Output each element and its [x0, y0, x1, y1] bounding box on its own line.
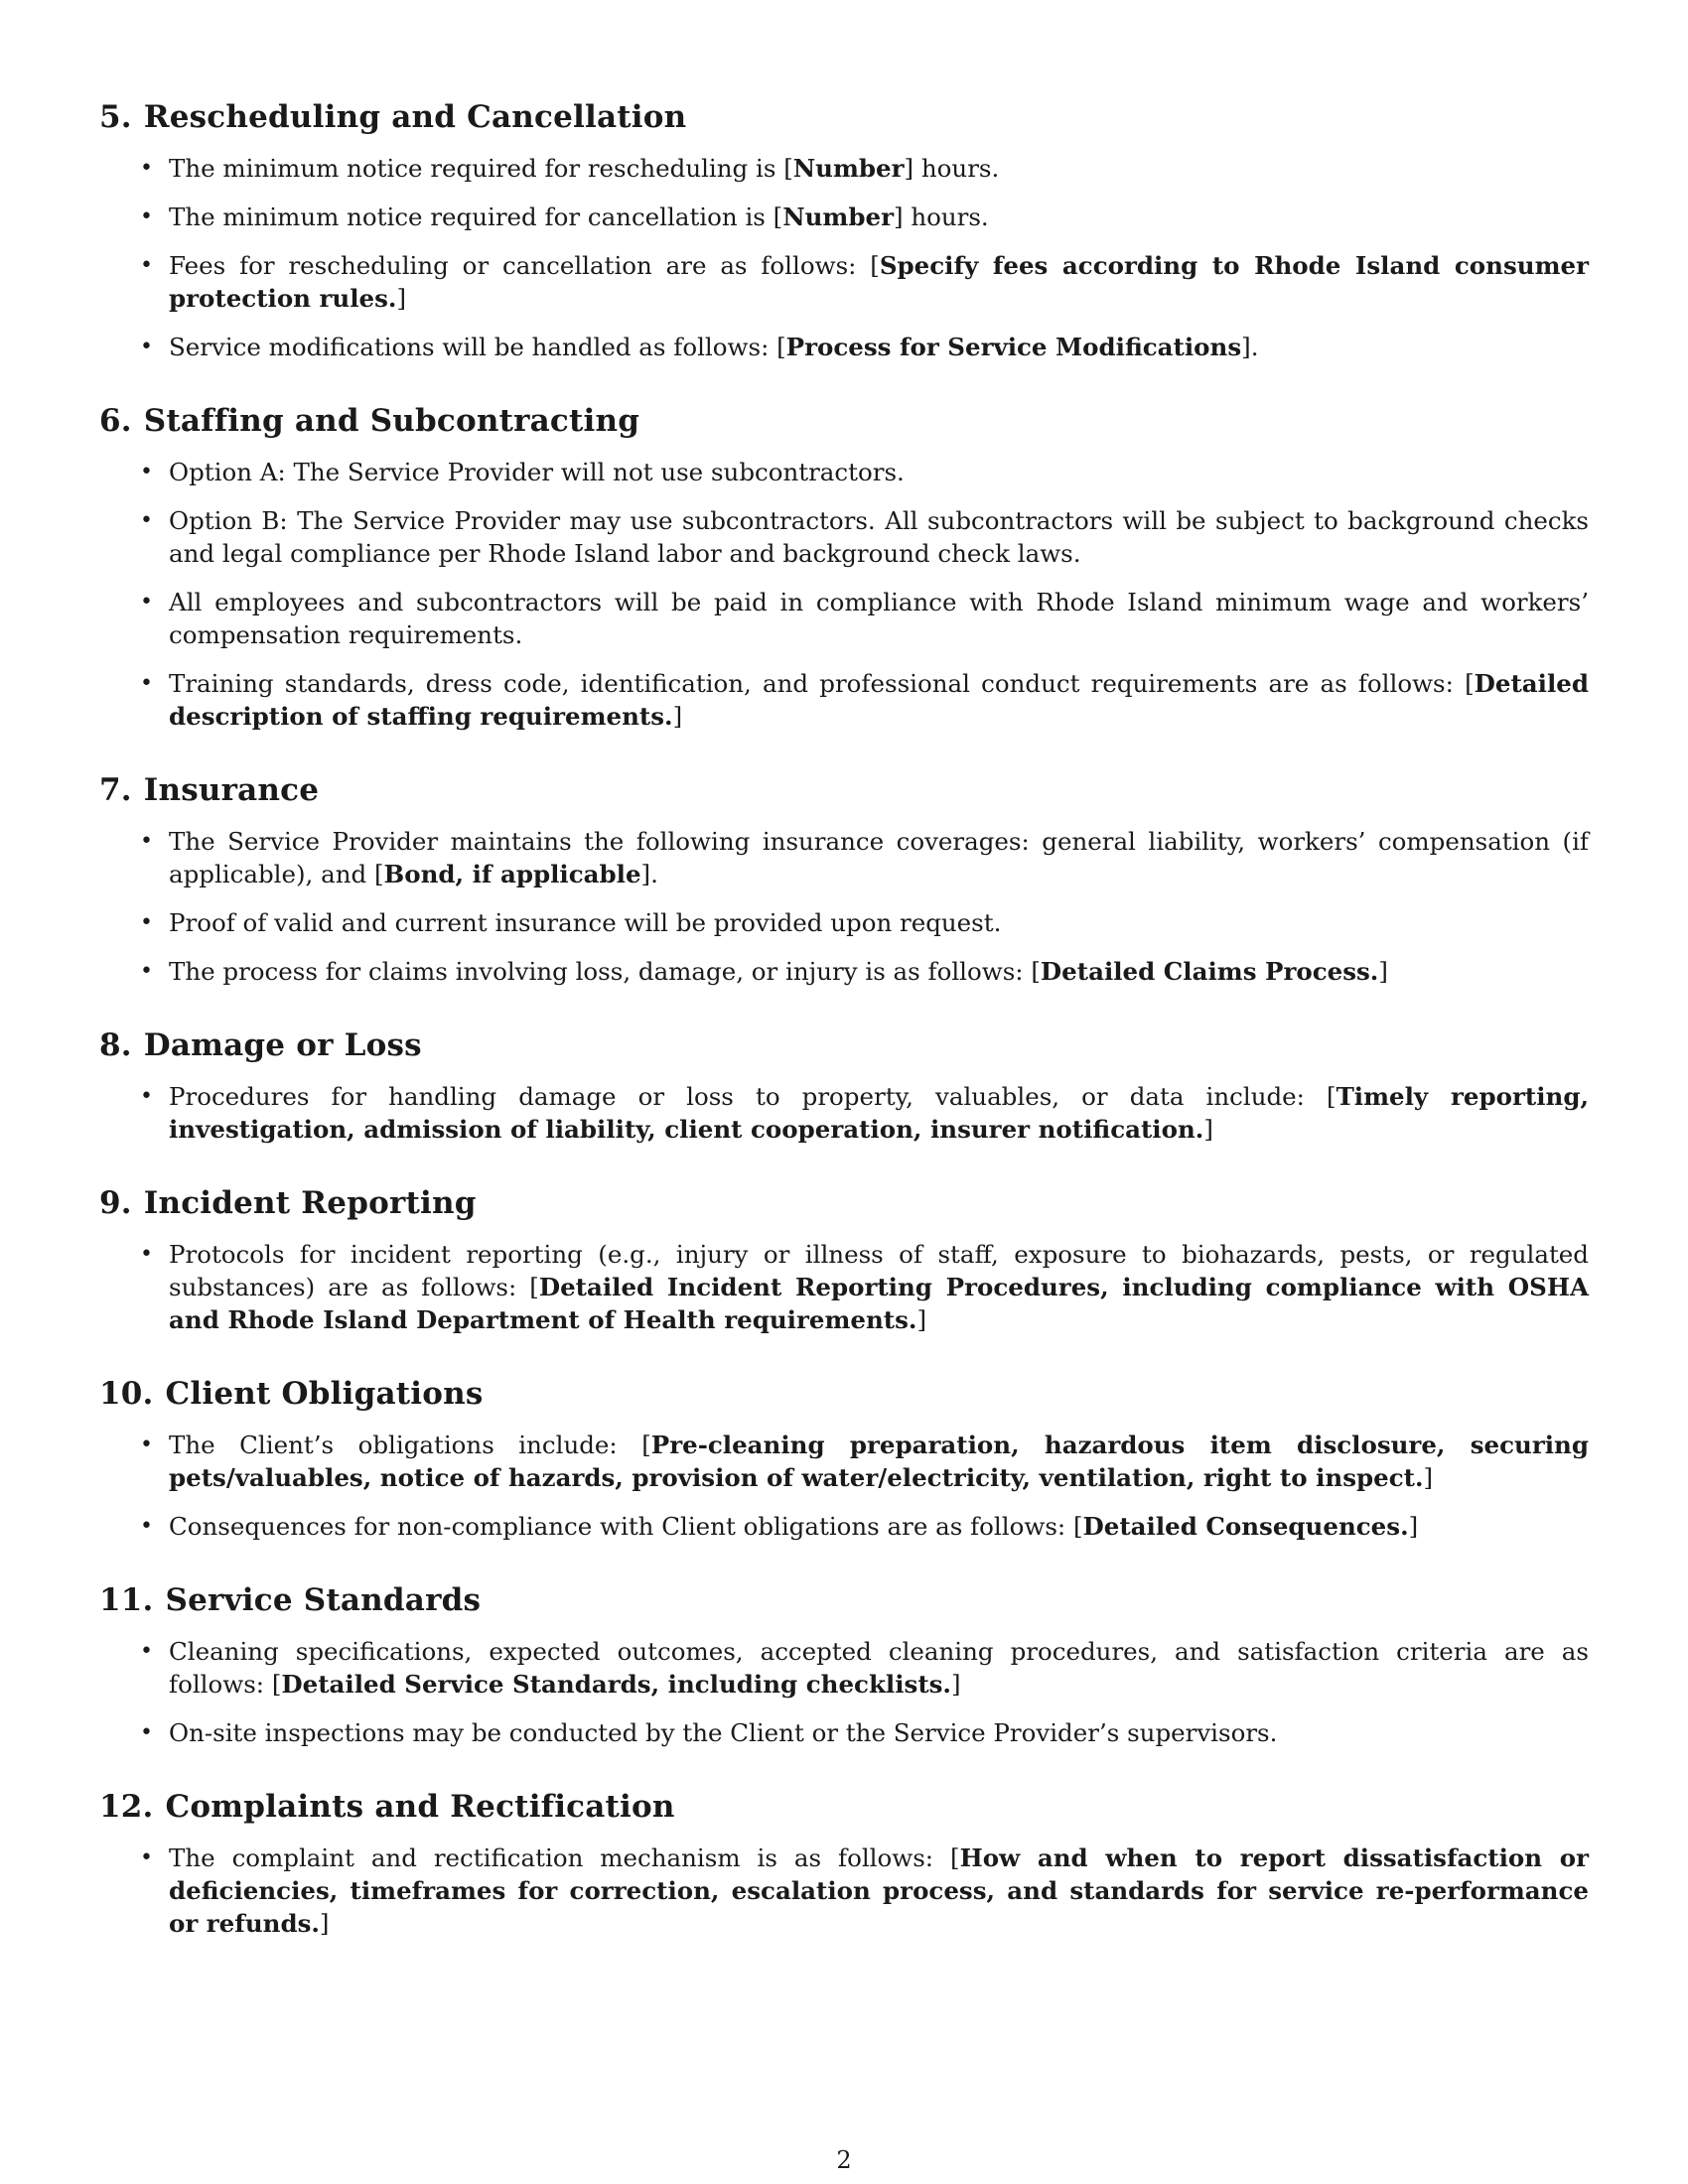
list-item [99, 1716, 1589, 1749]
placeholder-text: How and when to report dissatisfaction or deficiencies, timeframes for correction, escalation process, and standards for service re-performance or refunds. [169, 1843, 1590, 1938]
section-heading [99, 1181, 1589, 1225]
list-item [99, 1635, 1589, 1701]
placeholder-text: Number [782, 203, 894, 231]
item-text: Proof of valid and current insurance will be provided upon request. [169, 908, 1002, 937]
placeholder-text: Bond, if applicable [383, 860, 641, 888]
section-heading [99, 1578, 1589, 1622]
bullet-icon: • [140, 460, 153, 484]
section-10 [99, 1372, 1589, 1543]
list-item [99, 1510, 1589, 1543]
bullet-icon: • [140, 1242, 153, 1267]
section-heading [99, 1785, 1589, 1829]
section-7 [99, 768, 1589, 988]
placeholder-text: Detailed description of staffing requirements. [169, 669, 1589, 731]
section-number: 9. [99, 1185, 132, 1221]
section-heading [99, 399, 1589, 443]
item-text: Procedures for handling damage or loss to property, valuables, or data include: [ [169, 1082, 1336, 1111]
item-text-end: ] hours. [904, 154, 1000, 183]
section-number: 7. [99, 772, 132, 808]
document-page [99, 95, 1589, 1976]
item-text-end: ] [1378, 957, 1388, 986]
section-number: 10. [99, 1376, 154, 1412]
bullet-list [99, 1429, 1589, 1543]
section-6 [99, 399, 1589, 733]
list-item [99, 955, 1589, 988]
list-item [99, 456, 1589, 488]
list-item [99, 825, 1589, 890]
item-text-end: ] [916, 1305, 927, 1334]
item-text-end: ]. [640, 860, 658, 888]
section-heading [99, 1024, 1589, 1067]
list-item [99, 1842, 1589, 1940]
bullet-icon: • [140, 335, 153, 359]
list-item [99, 249, 1589, 315]
item-text-end: ] [1203, 1115, 1213, 1144]
placeholder-text: Specify fees according to Rhode Island consumer protection rules. [169, 251, 1589, 313]
placeholder-text: Pre-cleaning preparation, hazardous item disclosure, securing pets/valuables, notice of hazards, provision of water/electricity, ventilation, right to inspect. [169, 1431, 1589, 1492]
bullet-icon: • [140, 959, 153, 984]
item-text: The process for claims involving loss, damage, or injury is as follows: [ [169, 957, 1041, 986]
section-number: 12. [99, 1789, 154, 1825]
item-text: On-site inspections may be conducted by the Client or the Service Provider’s supervisors. [169, 1718, 1278, 1747]
bullet-icon: • [140, 1433, 153, 1457]
bullet-list [99, 1080, 1589, 1146]
bullet-icon: • [140, 829, 153, 854]
item-text-end: ] [396, 284, 407, 313]
list-item [99, 331, 1589, 363]
placeholder-text: Number [792, 154, 905, 183]
list-item [99, 201, 1589, 233]
page-number: 2 [836, 2146, 852, 2174]
list-item [99, 1429, 1589, 1494]
section-title: Insurance [143, 772, 320, 808]
bullet-icon: • [140, 1514, 153, 1539]
bullet-icon: • [140, 590, 153, 614]
bullet-list [99, 825, 1589, 988]
list-item [99, 586, 1589, 651]
list-item [99, 1238, 1589, 1336]
bullet-list [99, 456, 1589, 733]
section-12 [99, 1785, 1589, 1940]
item-text: The Client’s obligations include: [ [169, 1431, 651, 1459]
item-text-end: ] hours. [893, 203, 989, 231]
placeholder-text: Timely reporting, investigation, admission of liability, client cooperation, insurer notification. [169, 1082, 1589, 1144]
bullet-icon: • [140, 910, 153, 935]
item-text: The complaint and rectification mechanism is as follows: [ [169, 1843, 960, 1872]
list-item [99, 504, 1589, 570]
item-text-end: ] [1408, 1512, 1419, 1541]
section-heading [99, 1372, 1589, 1416]
bullet-icon: • [140, 508, 153, 533]
section-title: Staffing and Subcontracting [143, 403, 640, 439]
section-number: 11. [99, 1582, 154, 1618]
item-text: Training standards, dress code, identification, and professional conduct requirements are as follows: [ [169, 669, 1475, 698]
placeholder-text: Process for Service Modifications [785, 333, 1242, 361]
placeholder-text: Detailed Claims Process. [1040, 957, 1379, 986]
bullet-icon: • [140, 205, 153, 229]
placeholder-text: Detailed Service Standards, including checklists. [281, 1670, 951, 1699]
section-number: 6. [99, 403, 132, 439]
bullet-list [99, 152, 1589, 363]
item-text: The minimum notice required for cancellation is [ [169, 203, 783, 231]
section-title: Complaints and Rectification [165, 1789, 675, 1825]
item-text: Option B: The Service Provider may use subcontractors. All subcontractors will be subject to background checks and legal compliance per Rhode Island labor and background check laws. [169, 506, 1589, 568]
section-heading [99, 95, 1589, 139]
bullet-icon: • [140, 1720, 153, 1745]
item-text: Service modifications will be handled as follows: [ [169, 333, 786, 361]
bullet-list [99, 1842, 1589, 1940]
item-text-end: ]. [1241, 333, 1259, 361]
item-text: The minimum notice required for rescheduling is [ [169, 154, 793, 183]
item-text: Protocols for incident reporting (e.g., injury or illness of staff, exposure to biohazards, pests, or regulated substances) are as follows: [ [169, 1240, 1589, 1301]
section-5 [99, 95, 1589, 363]
section-heading [99, 768, 1589, 812]
section-title: Incident Reporting [143, 1185, 477, 1221]
bullet-list [99, 1635, 1589, 1749]
item-text: The Service Provider maintains the following insurance coverages: general liability, workers’ compensation (if applicable), and [ [169, 827, 1589, 888]
bullet-icon: • [140, 1845, 153, 1870]
section-title: Rescheduling and Cancellation [143, 99, 687, 135]
section-title: Service Standards [165, 1582, 482, 1618]
bullet-icon: • [140, 1084, 153, 1109]
item-text: Fees for rescheduling or cancellation are as follows: [ [169, 251, 880, 280]
section-9 [99, 1181, 1589, 1336]
section-title: Damage or Loss [143, 1027, 422, 1063]
sections-container [99, 95, 1589, 1940]
item-text-end: ] [950, 1670, 961, 1699]
list-item [99, 1080, 1589, 1146]
bullet-icon: • [140, 253, 153, 278]
placeholder-text: Detailed Consequences. [1082, 1512, 1409, 1541]
section-title: Client Obligations [165, 1376, 484, 1412]
section-11 [99, 1578, 1589, 1749]
item-text: All employees and subcontractors will be paid in compliance with Rhode Island minimum wage and workers’ compensation requirements. [169, 588, 1589, 649]
section-number: 8. [99, 1027, 132, 1063]
item-text: Cleaning specifications, expected outcomes, accepted cleaning procedures, and satisfaction criteria are as follows: [ [169, 1637, 1589, 1699]
list-item [99, 906, 1589, 939]
section-number: 5. [99, 99, 132, 135]
item-text: Consequences for non-compliance with Client obligations are as follows: [ [169, 1512, 1083, 1541]
item-text-end: ] [319, 1909, 330, 1938]
bullet-icon: • [140, 671, 153, 696]
placeholder-text: Detailed Incident Reporting Procedures, including compliance with OSHA and Rhode Island Department of Health requirements. [169, 1273, 1589, 1334]
list-item [99, 667, 1589, 733]
item-text: Option A: The Service Provider will not use subcontractors. [169, 458, 905, 486]
list-item [99, 152, 1589, 185]
bullet-list [99, 1238, 1589, 1336]
bullet-icon: • [140, 156, 153, 181]
item-text-end: ] [1423, 1463, 1434, 1492]
bullet-icon: • [140, 1639, 153, 1664]
item-text-end: ] [672, 702, 683, 731]
section-8 [99, 1024, 1589, 1146]
